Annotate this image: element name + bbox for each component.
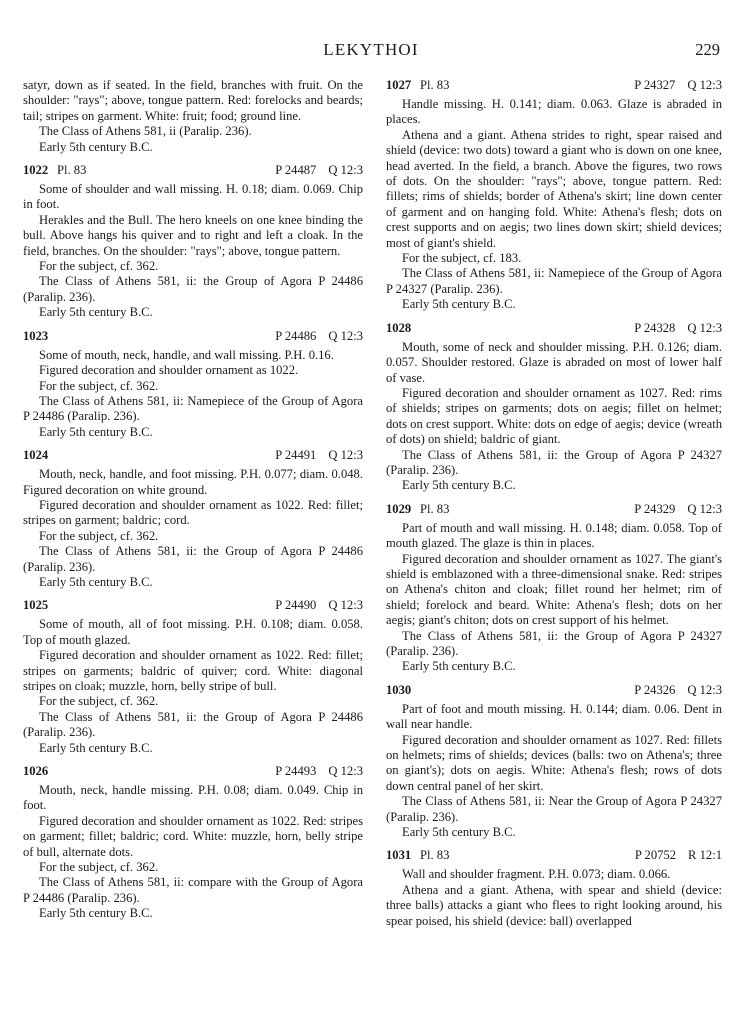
entry-subject: For the subject, cf. 362. — [39, 259, 159, 274]
entry-inventory: P 24490 — [275, 598, 317, 613]
entry-plate: Pl. 83 — [420, 501, 450, 516]
catalog-entry — [386, 848, 722, 929]
entry-description: Figured decoration and shoulder ornament as 1022. Red: fillet; stripes on garments; baldric of quiver; cord. White: diagonal stripes on cloak; muzzle, horn, belly stripe of bull. — [23, 648, 363, 693]
entry-date: Early 5th century B.C. — [39, 740, 153, 755]
entry-condition: Mouth, neck, handle, and foot missing. P.H. 0.077; diam. 0.048. Figured decoration on white ground. — [23, 467, 363, 497]
entry-description: Figured decoration and shoulder ornament as 1022. — [39, 363, 299, 378]
entry-number: 1022 — [23, 163, 49, 178]
entry-grid: Q 12:3 — [687, 78, 722, 92]
entry-grid: Q 12:3 — [328, 163, 363, 178]
entry-class: The Class of Athens 581, ii: the Group of Agora P 24486 (Paralip. 236). — [23, 709, 363, 740]
entry-description: Figured decoration and shoulder ornament as 1027. Red: fillets on helmets; rims of shields; devices (balls: two on Athena's; three on giant's); dots on aegis. White: Athena's flesh; rows of dots down central panel of her skirt. — [386, 732, 722, 793]
entry-class: The Class of Athens 581, ii: the Group of Agora P 24327 (Paralip. 236). — [386, 447, 722, 477]
entry-number: 1030 — [386, 682, 412, 697]
entry-class: The Class of Athens 581, ii: the Group of Agora P 24327 (Paralip. 236). — [386, 628, 722, 658]
entry-heading — [23, 163, 363, 179]
catalog-entry — [386, 502, 722, 675]
entry-inventory: P 24327 — [634, 78, 676, 92]
entry-description: Figured decoration and shoulder ornament as 1027. The giant's shield is emblazoned with a three-dimensional snake. Red: stripes on Athena's chiton and cloak; fillet round her helmet; rim of shield; forelock and beard. White: Athena's flesh; dots on her aegis; giant's chiton; dots on crest support of his helmet. — [386, 551, 722, 628]
catalog-entry — [23, 598, 363, 756]
entry-plate: Pl. 83 — [420, 848, 450, 863]
entry-date: Early 5th century B.C. — [39, 574, 153, 589]
entry-date: Early 5th century B.C. — [39, 906, 153, 921]
catalog-entry — [23, 163, 363, 321]
entry-plate: Pl. 83 — [57, 163, 87, 178]
entry-date: Early 5th century B.C. — [402, 478, 516, 493]
entry-grid: Q 12:3 — [687, 320, 722, 335]
entry-inventory: P 24328 — [634, 320, 676, 335]
right-column — [386, 78, 722, 937]
page-number: 229 — [695, 40, 720, 59]
entry-heading — [23, 764, 363, 780]
entry-subject: For the subject, cf. 183. — [402, 251, 522, 266]
entry-subject: For the subject, cf. 362. — [39, 860, 159, 875]
entry-condition: Wall and shoulder fragment. P.H. 0.073; diam. 0.066. — [402, 867, 671, 882]
entry-grid: R 12:1 — [688, 848, 722, 863]
entry-heading — [23, 329, 363, 345]
entry-class: The Class of Athens 581, ii: compare with the Group of Agora P 24486 (Paralip. 236). — [23, 875, 363, 905]
entry-inventory: P 24329 — [634, 501, 676, 516]
entry-heading — [23, 448, 363, 464]
entry-number: 1026 — [23, 764, 49, 779]
entry-description: Figured decoration and shoulder ornament as 1022. Red: fillet; stripes on garment; baldric; cord. — [23, 497, 363, 528]
entry-plate: Pl. 83 — [420, 78, 450, 92]
entry-description: Athena and a giant. Athena, with spear and shield (device: three balls) attacks a giant who flees to right looking around, his spear poised, his shield (device: ball) overlapped — [386, 882, 722, 928]
entry-heading — [386, 848, 722, 864]
entry-class: The Class of Athens 581, ii (Paralip. 236). — [39, 124, 252, 139]
entry-number: 1025 — [23, 598, 49, 613]
entry-heading — [386, 321, 722, 337]
entry-condition: Part of foot and mouth missing. H. 0.144; diam. 0.06. Dent in wall near handle. — [386, 701, 722, 732]
entry-date: Early 5th century B.C. — [402, 297, 516, 312]
entry-grid: Q 12:3 — [687, 682, 722, 697]
entry-class: The Class of Athens 581, ii: Namepiece of the Group of Agora P 24327 (Paralip. 236). — [386, 266, 722, 296]
entry-subject: For the subject, cf. 362. — [39, 378, 159, 393]
entry-class: The Class of Athens 581, ii: the Group of Agora P 24486 (Paralip. 236). — [23, 274, 363, 304]
entry-inventory: P 24326 — [634, 682, 676, 697]
entry-condition: Mouth, some of neck and shoulder missing. P.H. 0.126; diam. 0.057. Shoulder restored. Glaze is abraded on most of lower half of vase. — [386, 339, 722, 385]
catalog-entry — [386, 78, 722, 313]
entry-grid: Q 12:3 — [328, 448, 363, 463]
running-title: LEKYTHOI — [323, 40, 419, 59]
left-column — [23, 78, 363, 930]
entry-inventory: P 24493 — [275, 764, 317, 779]
entry-heading — [23, 598, 363, 614]
entry-grid: Q 12:3 — [328, 764, 363, 779]
entry-inventory: P 20752 — [634, 848, 677, 863]
entry-condition: Part of mouth and wall missing. H. 0.148; diam. 0.058. Top of mouth glazed. The glaze is thin in places. — [386, 520, 722, 551]
entry-description: Herakles and the Bull. The hero kneels on one knee binding the bull. Above hangs his quiver and to right and left a cloak. In the field, branches. On the shoulder: "rays"; above, tongue pattern. — [23, 212, 363, 258]
entry-grid: Q 12:3 — [328, 328, 363, 343]
entry-date: Early 5th century B.C. — [39, 305, 153, 320]
entry-description: satyr, down as if seated. In the field, branches with fruit. On the shoulder: "rays"; above, tongue pattern. Red: forelocks and beards; tail; stripes on garment. White: fruit; food; ground line. — [23, 78, 363, 123]
catalog-entry — [386, 321, 722, 494]
entry-number: 1023 — [23, 328, 49, 343]
entry-class: The Class of Athens 581, ii: the Group of Agora P 24486 (Paralip. 236). — [23, 544, 363, 574]
entry-number: 1029 — [386, 501, 412, 516]
catalog-entry — [23, 448, 363, 590]
entry-heading — [386, 683, 722, 699]
entry-inventory: P 24487 — [275, 163, 317, 178]
entry-condition: Some of mouth, all of foot missing. P.H. 0.108; diam. 0.058. Top of mouth glazed. — [23, 617, 363, 647]
entry-description: Athena and a giant. Athena strides to right, spear raised and shield (device: two dots) toward a giant who is down on one knee, head averted. In the field, a branch. Above the figures, two rows of dots. On the shoulder: "rays"; above, tongue pattern. Red: fillets; rims of shields; border of Athena's skirt; line down center of garment and on hanging fold. White: Athena's flesh; dots on crest supports and on aegis; two lines down skirt; shield devices; most of giant's shield. — [386, 127, 722, 250]
catalog-entry — [23, 764, 363, 922]
entry-number: 1027 — [386, 78, 412, 92]
entry-date: Early 5th century B.C. — [39, 139, 153, 154]
entry-description: Figured decoration and shoulder ornament as 1027. Red: rims of shields; stripes on garments; dots on aegis; fillet on helmet; dots on crest support. White: dots on edge of aegis; device (wreath of dots) on shield; baldric of giant. — [386, 385, 722, 447]
entry-description: Figured decoration and shoulder ornament as 1022. Red: stripes on garment; fillet; baldric; cord. White: muzzle, horn, belly stripe of bull, alternate dots. — [23, 813, 363, 859]
catalog-entry — [386, 683, 722, 841]
entry-condition: Some of mouth, neck, handle, and wall missing. P.H. 0.16. — [39, 347, 334, 362]
entry-condition: Handle missing. H. 0.141; diam. 0.063. Glaze is abraded in places. — [386, 97, 722, 127]
entry-condition: Some of shoulder and wall missing. H. 0.18; diam. 0.069. Chip in foot. — [23, 182, 363, 212]
entry-subject: For the subject, cf. 362. — [39, 528, 159, 543]
entry-class: The Class of Athens 581, ii: Namepiece of the Group of Agora P 24486 (Paralip. 236). — [23, 393, 363, 424]
entry-inventory: P 24486 — [275, 328, 317, 343]
entry-class: The Class of Athens 581, ii: Near the Group of Agora P 24327 (Paralip. 236). — [386, 794, 722, 824]
catalog-entry — [23, 329, 363, 440]
entry-grid: Q 12:3 — [687, 501, 722, 516]
continued-entry — [23, 78, 363, 155]
entry-number: 1028 — [386, 320, 412, 335]
entry-subject: For the subject, cf. 362. — [39, 694, 159, 709]
entry-number: 1024 — [23, 448, 49, 463]
entry-condition: Mouth, neck, handle missing. P.H. 0.08; diam. 0.049. Chip in foot. — [23, 783, 363, 813]
page-header — [22, 40, 720, 62]
entry-heading — [386, 502, 722, 518]
entry-grid: Q 12:3 — [328, 598, 363, 613]
entry-date: Early 5th century B.C. — [402, 825, 516, 840]
entry-date: Early 5th century B.C. — [39, 424, 153, 439]
entry-number: 1031 — [386, 848, 412, 863]
entry-heading — [386, 78, 722, 94]
entry-date: Early 5th century B.C. — [402, 659, 516, 674]
entry-inventory: P 24491 — [275, 448, 317, 463]
